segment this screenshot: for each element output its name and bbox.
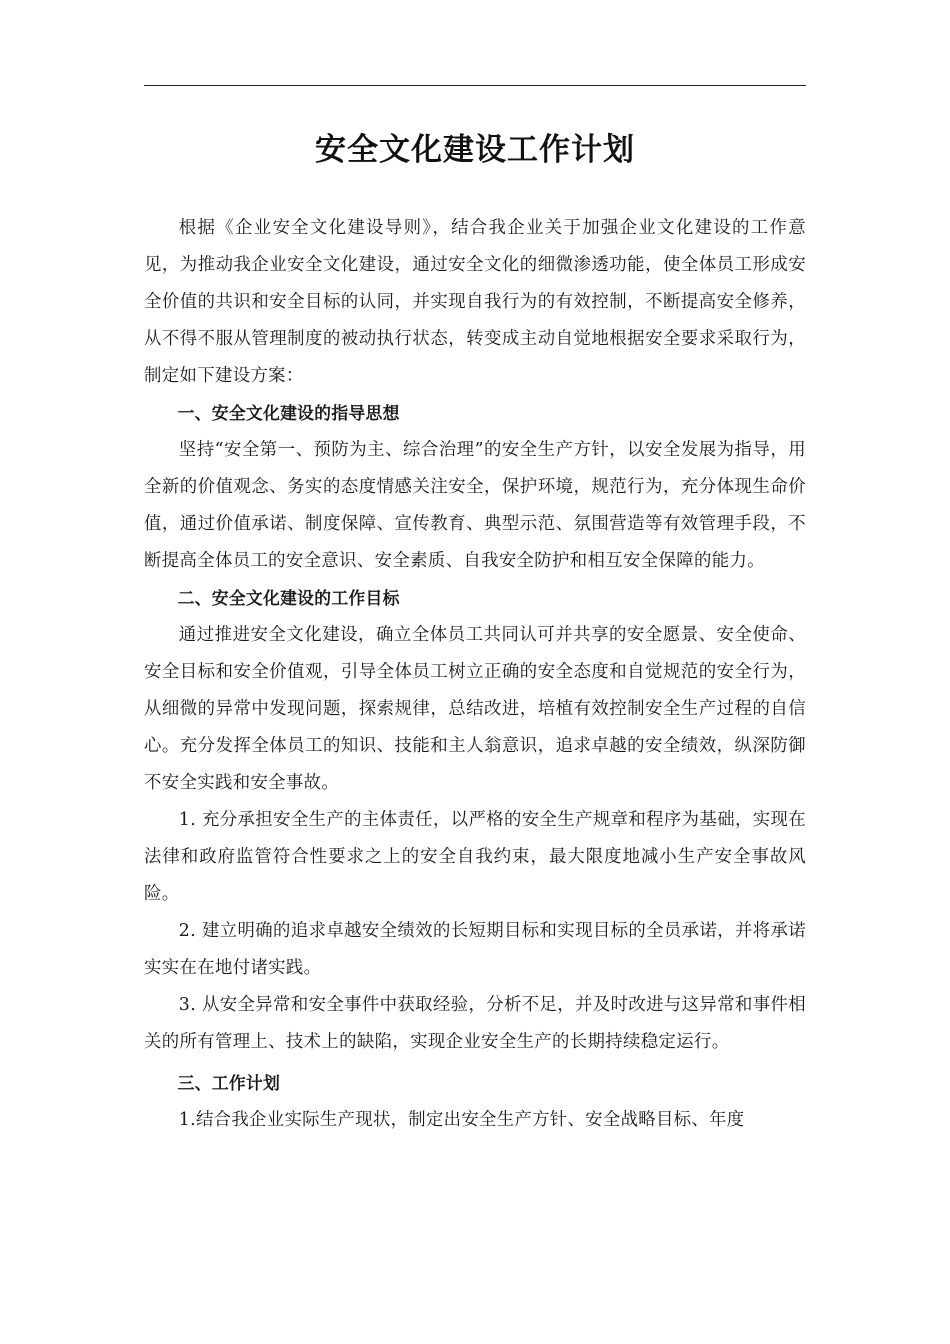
guiding-ideology-paragraph: 坚持“安全第一、预防为主、综合治理”的安全生产方针，以安全发展为指导，用全新的价值观念、务实的态度情感关注安全，保护环境，规范行为，充分体现生命价值，通过价值承诺、制度保障、宣传教育、典型示范、氛围营造等有效管理手段，不断提高全体员工的安全意识、安全素质、自我安全防护和相互安全保障的能力。 <box>144 440 806 571</box>
document-title: 安全文化建设工作计划 <box>315 132 635 168</box>
section-heading-guiding-ideology: 一、安全文化建设的指导思想 <box>177 403 400 423</box>
intro-paragraph: 根据《企业安全文化建设导则》，结合我企业关于加强企业文化建设的工作意见，为推动我企业安全文化建设，通过安全文化的细微渗透功能，使全体员工形成安全价值的共识和安全目标的认同，并实现自我行为的有效控制，不断提高安全修养，从不得不服从管理制度的被动执行状态，转变成主动自觉地根据安全要求采取行为，制定如下建设方案： <box>144 218 806 386</box>
section-heading-work-goals: 二、安全文化建设的工作目标 <box>177 588 400 608</box>
header-rule <box>144 85 806 86</box>
section-heading-work-plan: 三、工作计划 <box>177 1073 281 1093</box>
goal-item-3: 3. 从安全异常和安全事件中获取经验，分析不足，并及时改进与这异常和事件相关的所有管理上、技术上的缺陷，实现企业安全生产的长期持续稳定运行。 <box>144 995 806 1052</box>
goal-item-1: 1. 充分承担安全生产的主体责任，以严格的安全生产规章和程序为基础，实现在法律和政府监管符合性要求之上的安全自我约束，最大限度地减小生产安全事故风险。 <box>144 810 806 904</box>
work-goals-paragraph: 通过推进安全文化建设，确立全体员工共同认可并共享的安全愿景、安全使命、安全目标和安全价值观，引导全体员工树立正确的安全态度和自觉规范的安全行为，从细微的异常中发现问题，探索规律，总结改进，培植有效控制安全生产过程的自信心。充分发挥全体员工的知识、技能和主人翁意识，追求卓越的安全绩效，纵深防御不安全实践和安全事故。 <box>144 625 806 793</box>
document-body <box>144 210 806 1139</box>
goal-item-2: 2. 建立明确的追求卓越安全绩效的长短期目标和实现目标的全员承诺，并将承诺实实在在地付诸实践。 <box>144 921 806 978</box>
work-plan-item-1: 1.结合我企业实际生产现状，制定出安全生产方针、安全战略目标、年度 <box>178 1110 745 1130</box>
